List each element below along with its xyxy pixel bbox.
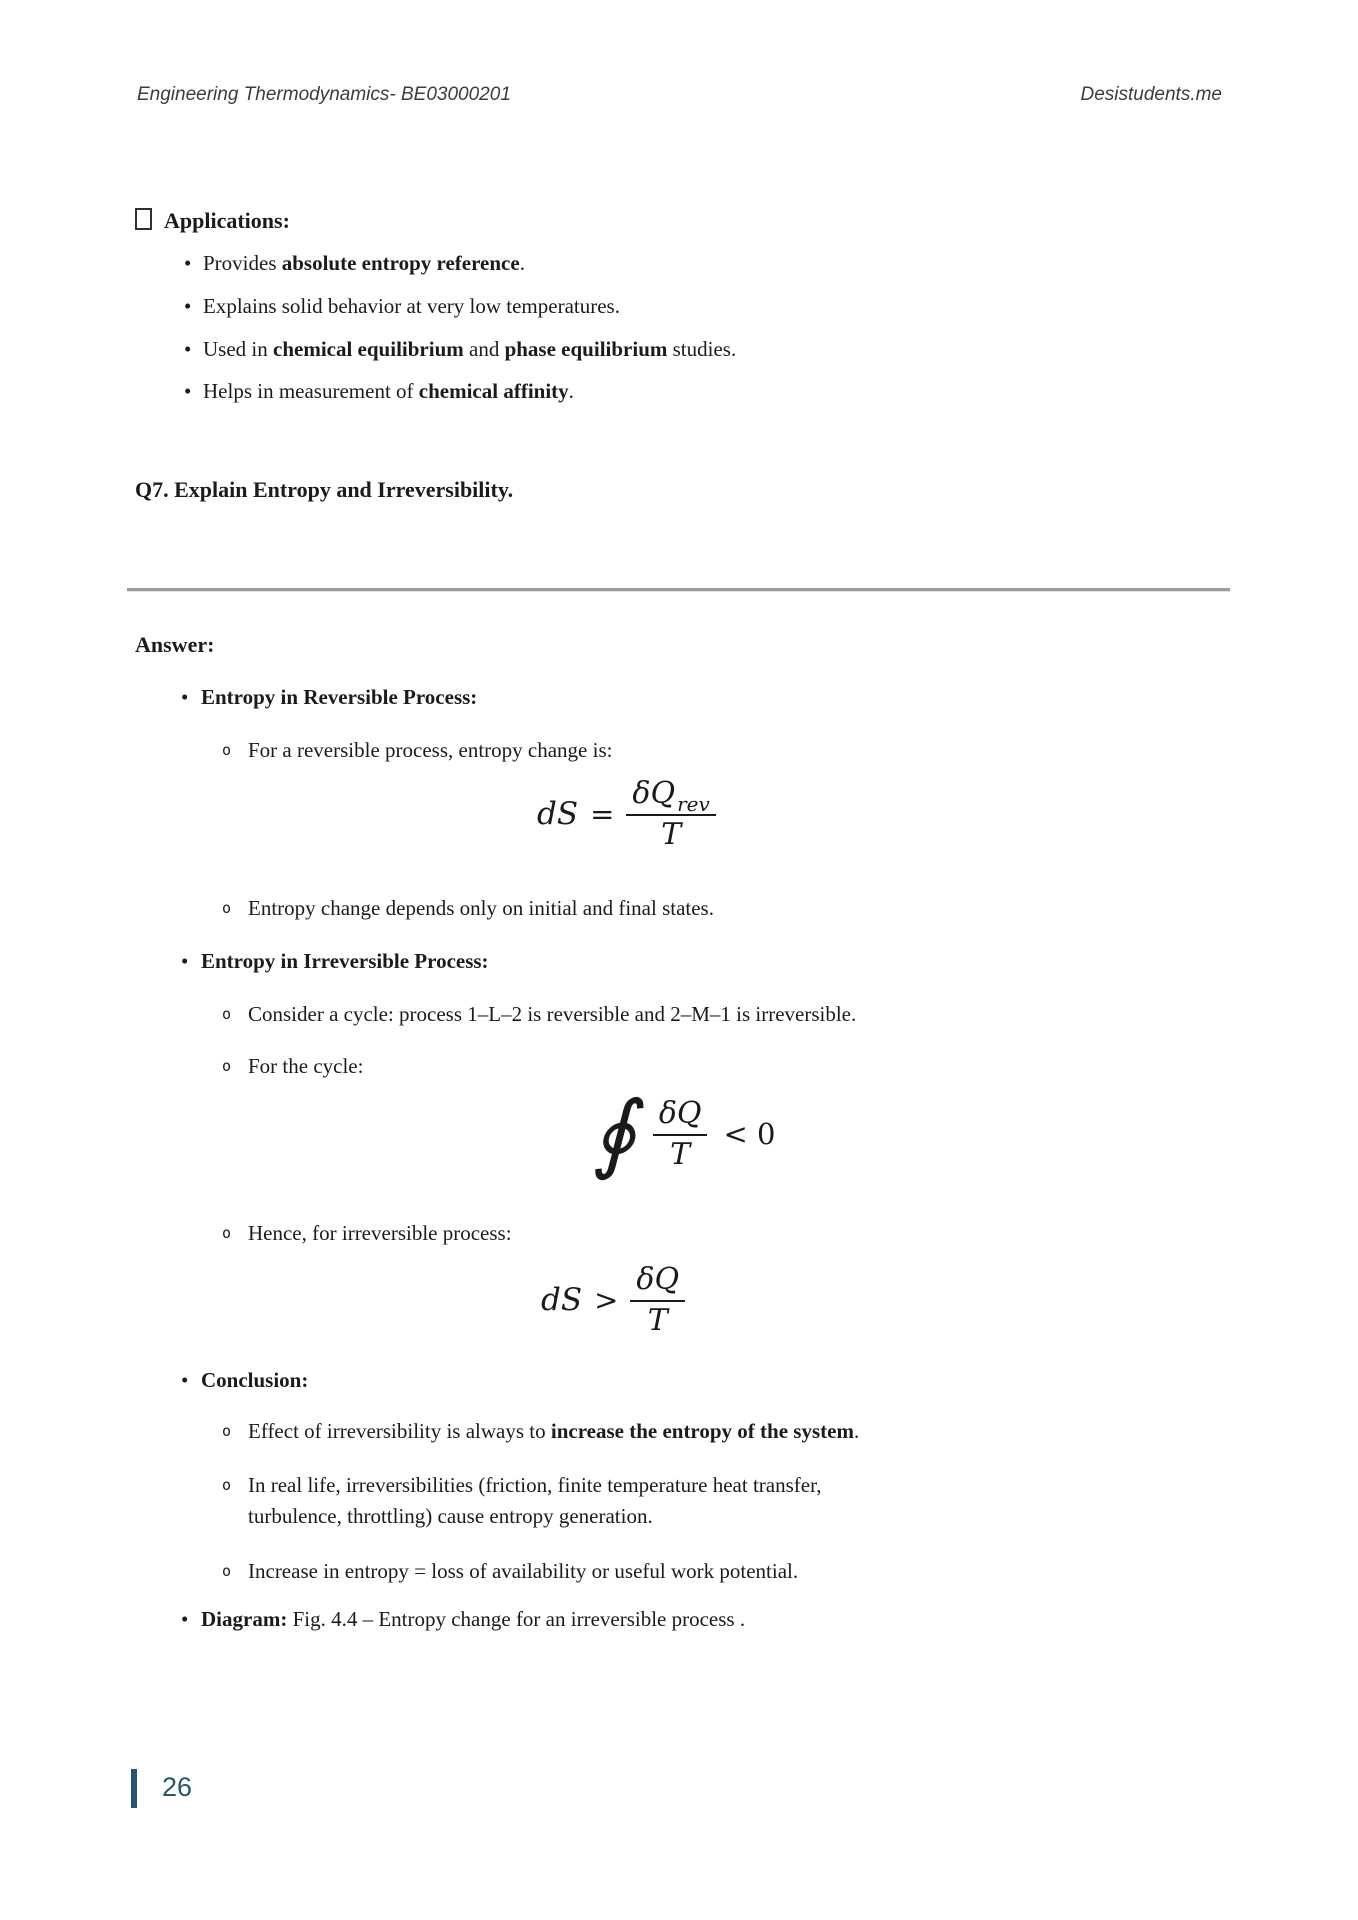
list-item-text-bold: Diagram: xyxy=(201,1607,288,1631)
bullet-icon: • xyxy=(184,379,192,403)
list-item-text xyxy=(248,1470,821,1532)
list-item xyxy=(184,250,525,276)
list-item xyxy=(181,948,489,974)
list-item-text: Explains solid behavior at very low temperatures. xyxy=(203,294,620,318)
list-item xyxy=(222,1418,859,1446)
formula-entropy-irreversible xyxy=(541,1262,685,1338)
list-item xyxy=(184,336,736,362)
list-item-text-bold: chemical affinity xyxy=(418,379,569,403)
contour-integral-icon: ∮ xyxy=(587,1083,654,1183)
list-item-text: Effect of irreversibility is always to xyxy=(248,1419,551,1443)
list-item-text: . xyxy=(853,1419,860,1443)
circle-bullet-icon: o xyxy=(222,1057,232,1075)
page-number: 26 xyxy=(162,1772,193,1802)
applications-heading xyxy=(135,206,290,234)
formula-lhs: dS xyxy=(537,796,579,832)
list-item-text-bold: absolute entropy reference xyxy=(281,251,520,275)
formula-clausius-inequality xyxy=(587,1083,787,1183)
list-item-title: Entropy in Irreversible Process: xyxy=(201,949,489,973)
list-item-text: Hence, for irreversible process: xyxy=(248,1221,512,1245)
bullet-icon: • xyxy=(184,294,192,318)
fraction xyxy=(630,1262,685,1338)
list-item xyxy=(222,895,714,923)
circle-bullet-icon: o xyxy=(222,1005,232,1023)
circle-bullet-icon: o xyxy=(222,741,232,759)
list-item-text: For the cycle: xyxy=(248,1054,364,1078)
list-item xyxy=(184,293,620,319)
formula-entropy-reversible xyxy=(537,776,716,852)
header-site-name: Desistudents.me xyxy=(1080,84,1222,105)
bullet-icon: • xyxy=(184,251,192,275)
list-item xyxy=(222,737,612,765)
formula-relation: > xyxy=(594,1283,619,1317)
circle-bullet-icon: o xyxy=(222,899,232,917)
text-line: turbulence, throttling) cause entropy generation. xyxy=(248,1504,653,1528)
missing-glyph-box-icon xyxy=(135,208,152,230)
fraction xyxy=(626,776,715,852)
bullet-icon: • xyxy=(181,1607,189,1631)
text-line: In real life, irreversibilities (friction, finite temperature heat transfer, xyxy=(248,1473,822,1497)
list-item xyxy=(181,1367,308,1393)
numerator-text: δQ xyxy=(636,1262,680,1297)
list-item-text: Used in xyxy=(203,337,273,361)
list-item-text: . xyxy=(568,379,574,403)
list-item-text: Helps in measurement of xyxy=(203,379,419,403)
circle-bullet-icon: o xyxy=(222,1476,232,1494)
bullet-icon: • xyxy=(181,1368,189,1392)
horizontal-divider xyxy=(127,588,1230,592)
list-item xyxy=(222,1470,821,1532)
bullet-icon: • xyxy=(181,949,189,973)
list-item-text-bold: chemical equilibrium xyxy=(273,337,464,361)
fraction-denominator: T xyxy=(626,814,715,852)
fraction xyxy=(653,1096,708,1172)
answer-label: Answer: xyxy=(135,632,215,657)
header-course-title: Engineering Thermodynamics- BE03000201 xyxy=(137,84,511,105)
page-number-accent-bar xyxy=(131,1769,137,1808)
list-item-title: Conclusion: xyxy=(201,1368,309,1392)
list-item xyxy=(184,378,574,404)
question-heading: Q7. Explain Entropy and Irreversibility. xyxy=(135,477,514,502)
list-item xyxy=(222,1001,856,1029)
list-item-text: and xyxy=(463,337,505,361)
numerator-subscript: rev xyxy=(677,792,710,816)
applications-heading-label: Applications: xyxy=(164,208,290,233)
list-item-text: Entropy change depends only on initial and final states. xyxy=(248,896,714,920)
list-item-text: studies. xyxy=(667,337,737,361)
list-item-text-bold: phase equilibrium xyxy=(504,337,668,361)
list-item-text: Increase in entropy = loss of availability or useful work potential. xyxy=(248,1559,799,1583)
list-item-text: Consider a cycle: process 1–L–2 is reversible and 2–M–1 is irreversible. xyxy=(248,1002,857,1026)
circle-bullet-icon: o xyxy=(222,1224,232,1242)
list-item-text-bold: increase the entropy of the system xyxy=(550,1419,854,1443)
numerator-text: δQ xyxy=(658,1095,702,1131)
formula-relation: = xyxy=(590,797,615,831)
circle-bullet-icon: o xyxy=(222,1422,232,1440)
list-item xyxy=(222,1558,798,1586)
list-item-text: For a reversible process, entropy change is: xyxy=(248,738,613,762)
list-item xyxy=(222,1220,512,1248)
fraction-numerator xyxy=(653,1096,708,1134)
list-item-text: Fig. 4.4 – Entropy change for an irreversible process . xyxy=(287,1607,746,1631)
fraction-numerator xyxy=(630,1262,685,1300)
list-item xyxy=(222,1053,363,1081)
bullet-icon: • xyxy=(184,337,192,361)
formula-relation: < 0 xyxy=(723,1116,776,1151)
list-item xyxy=(181,1606,745,1632)
circle-bullet-icon: o xyxy=(222,1562,232,1580)
list-item-title: Entropy in Reversible Process: xyxy=(201,685,478,709)
fraction-numerator xyxy=(626,776,715,814)
fraction-denominator: T xyxy=(630,1300,685,1338)
numerator-text: δQ xyxy=(632,776,676,811)
list-item xyxy=(181,684,477,710)
formula-lhs: dS xyxy=(541,1282,583,1318)
list-item-text: Provides xyxy=(203,251,282,275)
fraction-denominator: T xyxy=(653,1134,708,1172)
bullet-icon: • xyxy=(181,685,189,709)
list-item-text: . xyxy=(519,251,525,275)
